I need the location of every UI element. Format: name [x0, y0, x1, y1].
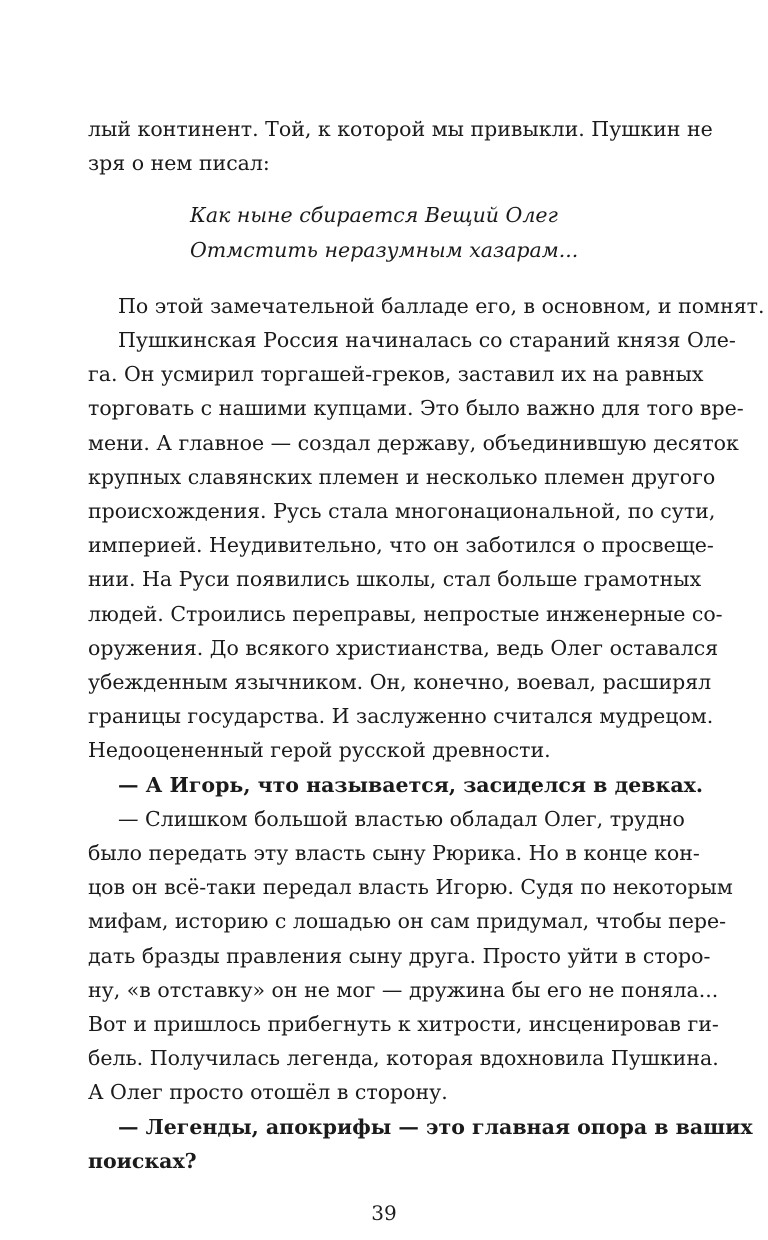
text-line: убежденным язычником. Он, конечно, воевал, расширял: [88, 670, 712, 694]
text-line: цов он всё-таки передал власть Игорю. Судя по некоторым: [88, 875, 733, 899]
page-number: 39: [371, 1201, 397, 1225]
text-line: бель. Получилась легенда, которая вдохновила Пушкина.: [88, 1046, 719, 1070]
text-line: было передать эту власть сыну Рюрика. Но в конце кон-: [88, 841, 700, 865]
text-line: происхождения. Русь стала многонациональной, по сути,: [88, 499, 716, 523]
question-line: поисках?: [88, 1149, 197, 1173]
text-line: крупных славянских племен и несколько племен другого: [88, 465, 716, 489]
text-line: империей. Неудивительно, что он заботился о просвеще-: [88, 533, 714, 557]
text-line: границы государства. И заслуженно считался мудрецом.: [88, 704, 714, 728]
text-line: А Олег просто отошёл в сторону.: [88, 1080, 448, 1104]
text-line: Пушкинская Россия начиналась со стараний князя Оле-: [118, 328, 736, 352]
text-line: мени. А главное — создал державу, объединившую десяток: [88, 431, 739, 455]
text-line: га. Он усмирил торгашей-греков, заставил их на равных: [88, 362, 704, 386]
text-line: Вот и пришлось прибегнуть к хитрости, инсценировав ги-: [88, 1012, 719, 1036]
verse-line: Как ныне сбирается Вещий Олег: [190, 203, 558, 228]
text-line: ну, «в отставку» он не мог — дружина бы его не поняла...: [88, 978, 719, 1002]
text-line: зря о нем писал:: [88, 151, 270, 176]
verse-line: Отмстить неразумным хазарам...: [190, 237, 579, 262]
text-line: мифам, историю с лошадью он сам придумал, чтобы пере-: [88, 909, 727, 933]
text-line: нии. На Руси появились школы, стал больше грамотных: [88, 567, 702, 591]
text-line: людей. Строились переправы, непростые инженерные со-: [88, 602, 723, 626]
text-line: торговать с нашими купцами. Это было важно для того вре-: [88, 396, 744, 420]
question-line: — Легенды, апокрифы — это главная опора в ваших: [118, 1115, 753, 1139]
text-line: По этой замечательной балладе его, в основном, и помнят.: [118, 294, 765, 318]
text-line: Недооцененный герой русской древности.: [88, 738, 551, 762]
text-line: — Слишком большой властью обладал Олег, трудно: [118, 807, 685, 831]
question-line: — А Игорь, что называется, засиделся в девках.: [118, 773, 703, 797]
text-line: лый континент. Той, к которой мы привыкли. Пушкин не: [88, 117, 713, 141]
text-line: оружения. До всякого христианства, ведь Олег оставался: [88, 636, 719, 660]
text-line: дать бразды правления сыну друга. Просто уйти в сторо-: [88, 944, 711, 968]
